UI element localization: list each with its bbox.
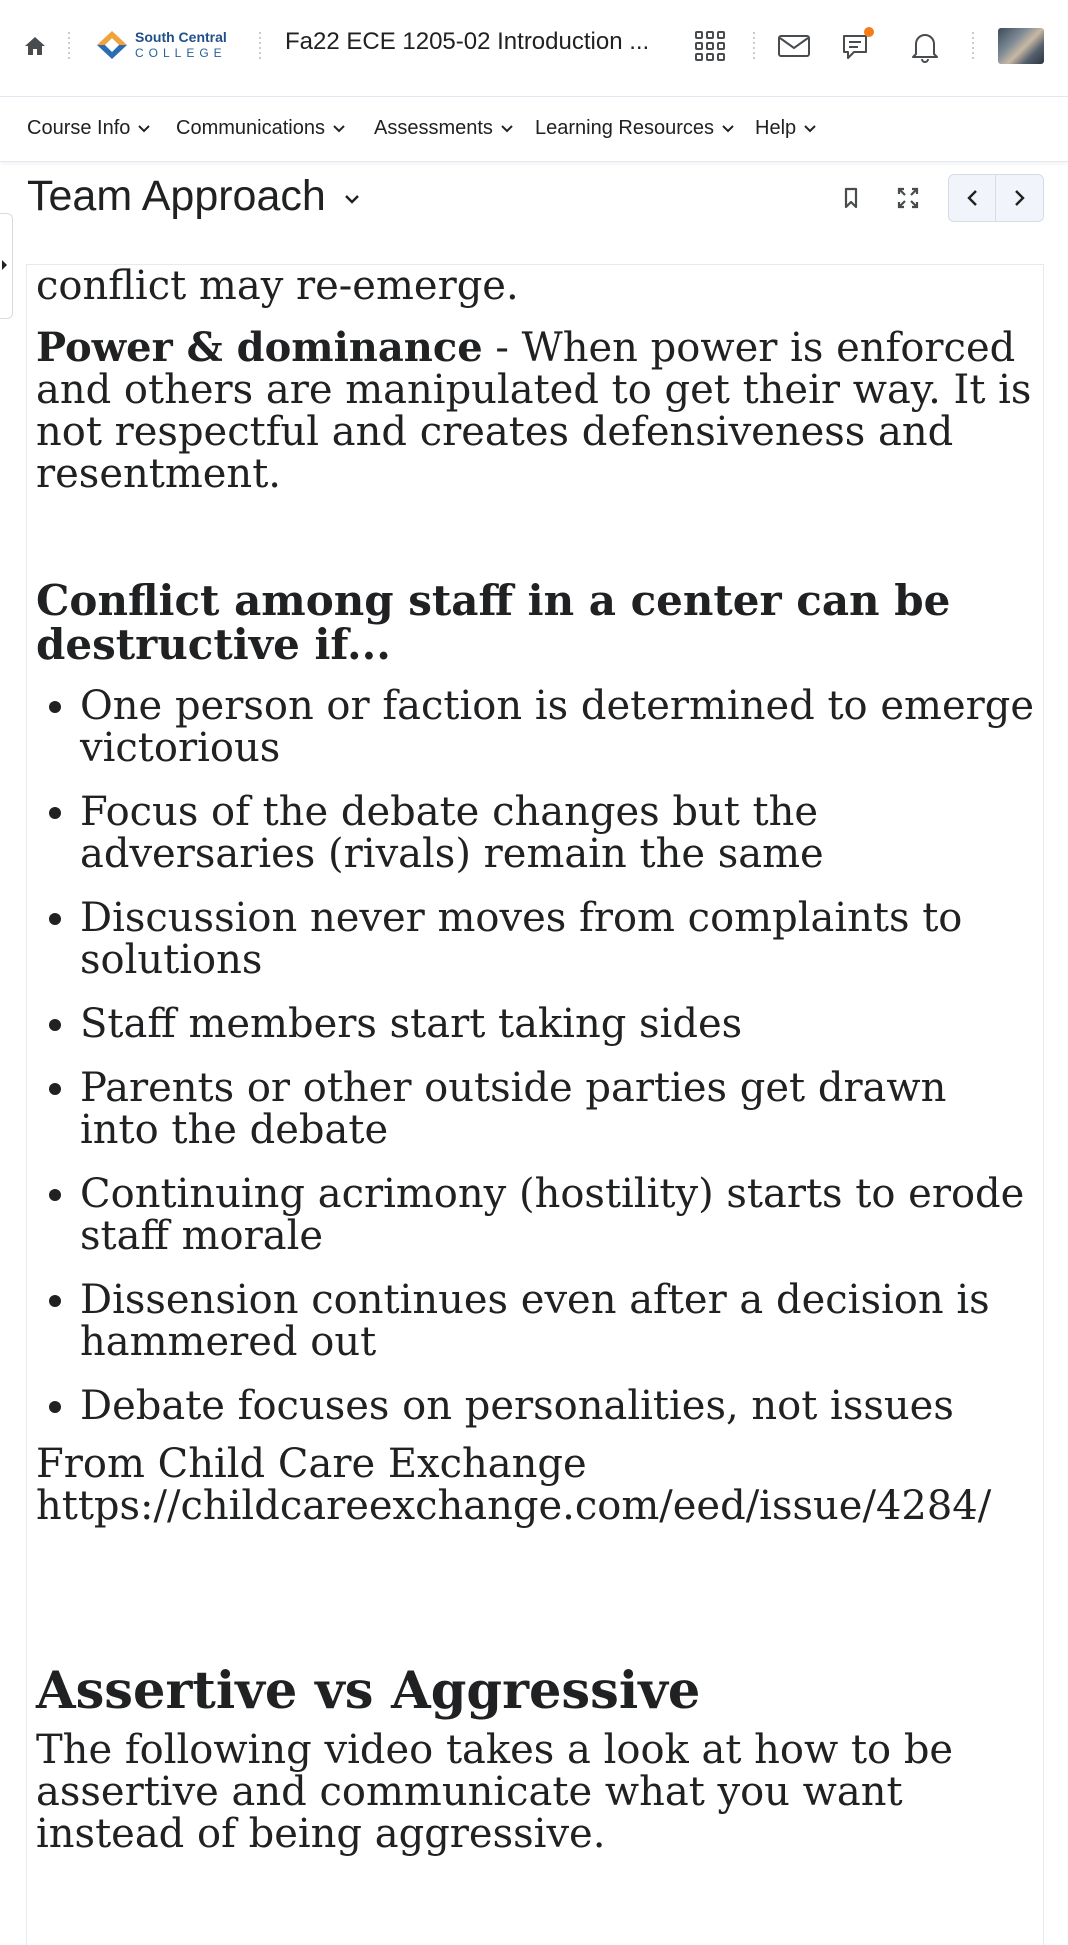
previous-topic-button[interactable] [949,175,996,221]
notification-dot [864,27,874,37]
course-navbar [0,97,1068,162]
chevron-down-icon [501,125,513,133]
next-topic-button[interactable] [996,175,1043,221]
list-item: • Focus of the debate changes but the adversaries (rivals) remain the same [80,791,1036,875]
nav-label: Assessments [374,117,493,139]
top-bar [0,0,1068,97]
separator [972,32,974,60]
source-label: From Child Care Exchange [36,1441,587,1487]
paragraph-power [36,324,1036,497]
separator [68,32,70,60]
assertive-paragraph: The following video takes a look at how to be assertive and communicate what you want instead of being aggressive. [36,1727,954,1857]
list-item: • Parents or other outside parties get drawn into the debate [80,1067,1036,1151]
list-item: • One person or faction is determined to emerge victorious [80,685,1036,769]
power-term: Power & dominance [36,324,483,371]
chevron-down-icon [722,125,734,133]
nav-communications[interactable] [176,117,345,140]
source-citation [36,1443,1036,1527]
conflict-list [36,685,1036,1427]
bell-icon[interactable] [907,28,943,64]
nav-course-info[interactable] [27,117,150,140]
topic-title: Team Approach [27,172,326,220]
sidebar-toggle[interactable] [0,213,13,319]
nav-help[interactable] [755,117,816,140]
nav-learning-resources[interactable] [535,117,734,140]
conflict-heading: Conflict among staff in a center can be destructive if... [36,576,951,669]
grid-icon[interactable] [692,28,728,64]
mail-icon[interactable] [776,28,812,64]
topic-pager [948,174,1044,222]
caret-right-icon [0,214,12,318]
nav-label: Help [755,117,797,139]
chevron-right-icon [996,175,1043,221]
separator [259,32,261,60]
user-avatar[interactable] [998,28,1044,64]
topic-content [36,265,1036,1855]
list-item: • Staff members start taking sides [80,1003,1036,1045]
assertive-heading: Assertive vs Aggressive [36,1661,701,1721]
fullscreen-icon[interactable] [893,183,923,213]
chevron-down-icon [804,125,816,133]
separator [753,32,755,60]
course-title[interactable]: Fa22 ECE 1205-02 Introduction ... [285,28,650,55]
logo-text-line1: South Central [135,29,227,45]
power-text: - When power is enforced and others are manipulated to get their way. It is not respectful and creates defensiveness and resentment. [36,325,1032,497]
topic-content-frame[interactable] [26,264,1044,1945]
source-url: https://childcareexchange.com/eed/issue/4284/ [36,1483,992,1529]
nav-label: Course Info [27,117,131,139]
paragraph-fragment: conflict may re-emerge. [36,264,519,309]
nav-label: Learning Resources [535,117,714,139]
bookmark-icon[interactable] [836,183,866,213]
logo-mark [95,28,129,62]
chevron-down-icon [333,125,345,133]
topic-title-dropdown[interactable] [27,172,360,221]
chevron-down-icon [344,194,360,204]
list-item: • Dissension continues even after a decision is hammered out [80,1279,1036,1363]
list-item: • Continuing acrimony (hostility) starts to erode staff morale [80,1173,1036,1257]
home-icon[interactable] [22,34,48,58]
chevron-down-icon [138,125,150,133]
chevron-left-icon [949,175,996,221]
nav-assessments[interactable] [374,117,513,140]
logo-text-line2: COLLEGE [135,46,227,60]
list-item: • Debate focuses on personalities, not issues [80,1385,1036,1427]
college-logo[interactable] [95,26,240,66]
nav-label: Communications [176,117,325,139]
list-item: • Discussion never moves from complaints to solutions [80,897,1036,981]
